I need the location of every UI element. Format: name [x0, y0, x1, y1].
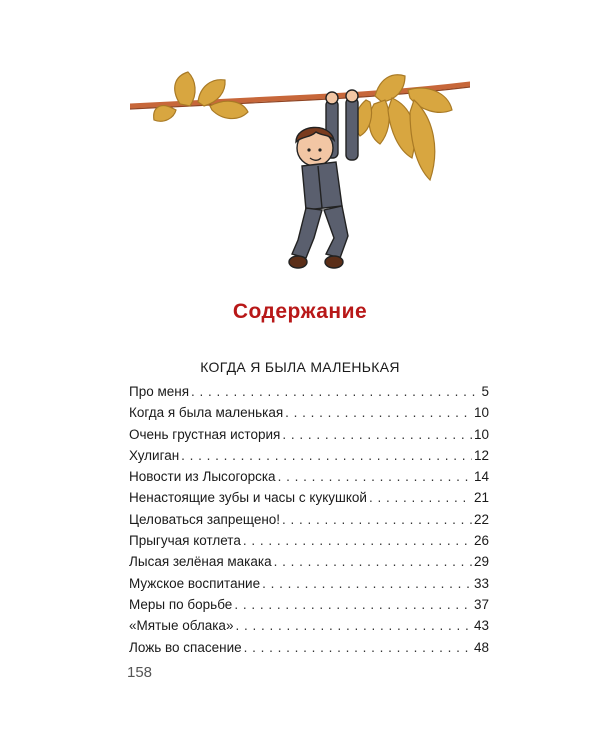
toc-entry-title: Ненастоящие зубы и часы с кукушкой — [129, 490, 367, 506]
toc-entry[interactable] — [129, 490, 489, 511]
toc-entry-page: 21 — [473, 490, 489, 506]
toc-entry[interactable] — [129, 640, 489, 661]
toc-entry-page: 33 — [473, 575, 489, 591]
toc-entry-title: Очень грустная история — [129, 426, 281, 442]
toc-entry[interactable] — [129, 448, 489, 469]
toc-entry-title: Новости из Лысогорска — [129, 469, 276, 485]
toc-entry-title: Меры по борьбе — [129, 596, 233, 612]
toc-entry[interactable] — [129, 554, 489, 575]
toc-entry[interactable] — [129, 384, 489, 405]
toc-entry[interactable] — [129, 576, 489, 597]
toc-entry-page: 22 — [473, 511, 489, 527]
dot-leader — [262, 576, 472, 591]
dot-leader — [234, 597, 472, 612]
toc-entry-title: Про меня — [129, 384, 190, 399]
toc-entry-page: 10 — [473, 405, 489, 421]
page-number: 158 — [127, 664, 153, 681]
toc-entry-page: 48 — [473, 639, 489, 655]
toc-entry[interactable] — [129, 512, 489, 533]
dot-leader — [278, 469, 472, 484]
toc-entry[interactable] — [129, 618, 489, 639]
toc-entry-page: 5 — [481, 384, 489, 399]
toc-entry-page: 14 — [473, 469, 489, 485]
dot-leader — [244, 640, 472, 655]
toc-entry-title: Мужское воспитание — [129, 575, 261, 591]
toc-entry-page: 12 — [473, 447, 489, 463]
toc-entry[interactable] — [129, 405, 489, 426]
dot-leader — [191, 384, 479, 399]
toc-entry-title: Целоваться запрещено! — [129, 511, 281, 527]
toc-entry-title: Лысая зелёная макака — [129, 554, 272, 570]
boy-hanging-from-branch-illustration — [130, 70, 470, 285]
toc-entry-page: 43 — [473, 618, 489, 634]
dot-leader — [181, 448, 472, 463]
section-heading: КОГДА Я БЫЛА МАЛЕНЬКАЯ — [200, 359, 400, 375]
dot-leader — [282, 427, 472, 442]
toc-entry-title: Хулиган — [129, 447, 180, 463]
dot-leader — [282, 512, 472, 527]
toc-entry-title: Прыгучая котлета — [129, 533, 241, 549]
toc-entry-title: «Мятые облака» — [129, 618, 234, 634]
toc-entry[interactable] — [129, 469, 489, 490]
dot-leader — [274, 554, 472, 569]
toc-entry-page: 10 — [473, 426, 489, 442]
toc-entry-page: 26 — [473, 533, 489, 549]
toc-entry-title: Ложь во спасение — [129, 639, 242, 655]
toc-entry-page: 37 — [473, 596, 489, 612]
left-leaves — [154, 72, 248, 121]
boy — [289, 90, 358, 268]
toc-entry[interactable] — [129, 427, 489, 448]
table-of-contents — [129, 384, 489, 661]
dot-leader — [369, 490, 472, 505]
page-title: Содержание — [232, 300, 368, 323]
dot-leader — [285, 405, 472, 420]
dot-leader — [243, 533, 472, 548]
dot-leader — [235, 618, 472, 633]
toc-entry[interactable] — [129, 597, 489, 618]
toc-entry-title: Когда я была маленькая — [129, 405, 284, 421]
toc-entry-page: 29 — [473, 554, 489, 570]
toc-entry[interactable] — [129, 533, 489, 554]
